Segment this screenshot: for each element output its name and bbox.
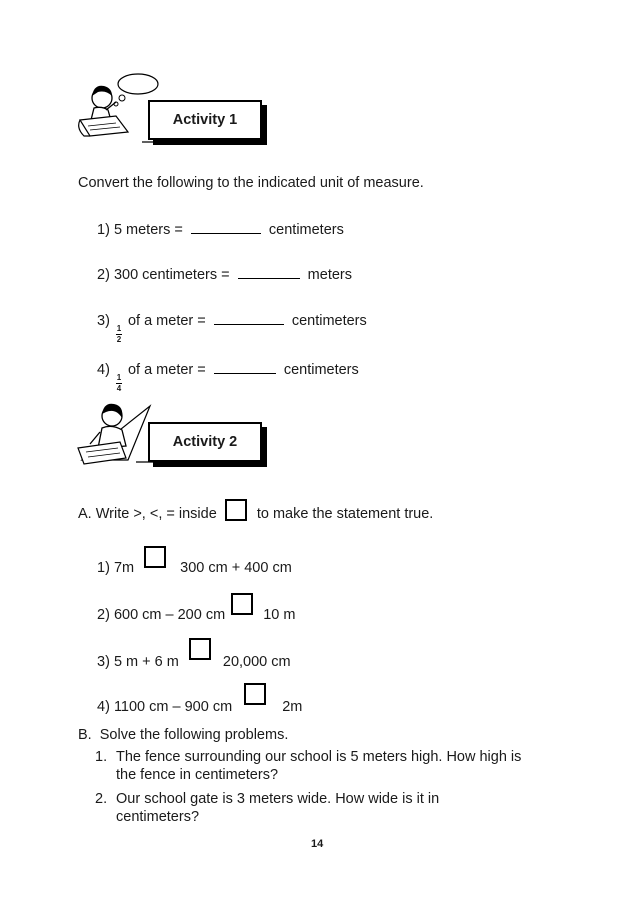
item-number: 2): [97, 267, 110, 283]
fraction-one-half: [116, 325, 122, 344]
fraction-denominator: 2: [116, 335, 122, 344]
item-text-after: centimeters: [291, 313, 367, 329]
item-text-before: of a meter =: [127, 313, 210, 329]
problem-number: 2.: [95, 791, 108, 807]
item-right: 2m: [282, 699, 303, 715]
activity1-instruction: Convert the following to the indicated unit of measure.: [78, 175, 424, 191]
activity1-item-1: [97, 221, 344, 239]
activity1-item-2: [97, 266, 352, 284]
item-text-before: 300 centimeters =: [113, 267, 234, 283]
problem-line-2: centimeters?: [116, 809, 200, 825]
fraction-numerator: 1: [116, 373, 122, 382]
activity2-partA-item-1: [97, 546, 292, 577]
activity2-partA-item-2: [97, 593, 295, 624]
activity2-header: [76, 396, 266, 476]
item-number: 4): [97, 362, 110, 378]
activity2-partB-instruction: B. Solve the following problems.: [78, 727, 289, 743]
fraction-one-quarter: [116, 374, 122, 393]
item-right: 20,000 cm: [222, 654, 291, 670]
answer-blank[interactable]: [214, 361, 276, 374]
item-left: 600 cm – 200 cm: [113, 607, 226, 623]
item-number: 2): [97, 607, 110, 623]
answer-blank[interactable]: [191, 221, 261, 234]
activity2-partA-instruction: [78, 499, 433, 523]
item-left: 5 m + 6 m: [113, 654, 179, 670]
activity2-title: Activity 2: [172, 434, 238, 450]
instruction-before: A. Write >, <, = inside: [78, 506, 217, 522]
answer-blank[interactable]: [214, 312, 284, 325]
item-text-after: centimeters: [283, 362, 359, 378]
item-left: 1100 cm – 900 cm: [113, 699, 233, 715]
problem-number: 1.: [95, 749, 108, 765]
item-text-before: of a meter =: [127, 362, 210, 378]
instruction-after: to make the statement true.: [256, 506, 434, 522]
item-left: 7m: [113, 560, 135, 576]
fraction-denominator: 4: [116, 384, 122, 393]
activity1-title: Activity 1: [172, 112, 238, 128]
item-right: 10 m: [263, 607, 296, 623]
activity2-partA-item-3: [97, 638, 291, 671]
problem-line-2: the fence in centimeters?: [116, 767, 279, 783]
page-number: 14: [311, 838, 324, 850]
fraction-numerator: 1: [116, 324, 122, 333]
item-right: 300 cm + 400 cm: [180, 560, 292, 576]
comparison-answer-box[interactable]: [244, 683, 266, 705]
activity1-header: [76, 70, 266, 150]
activity1-item-4: [97, 361, 359, 393]
comparison-answer-box[interactable]: [189, 638, 211, 660]
item-number: 3): [97, 313, 110, 329]
item-number: 1): [97, 222, 110, 238]
item-number: 3): [97, 654, 110, 670]
activity1-item-3: [97, 312, 367, 344]
item-number: 1): [97, 560, 110, 576]
comparison-answer-box[interactable]: [231, 593, 253, 615]
item-text-before: 5 meters =: [113, 222, 187, 238]
activity2-partA-item-4: [97, 683, 302, 716]
problem-line-1: The fence surrounding our school is 5 meters high. How high is: [116, 749, 522, 765]
item-text-after: meters: [307, 267, 352, 283]
item-number: 4): [97, 699, 110, 715]
comparison-answer-box[interactable]: [144, 546, 166, 568]
answer-box-icon: [225, 499, 247, 521]
problem-line-1: Our school gate is 3 meters wide. How wide is it in: [116, 791, 440, 807]
activity2-title-box: [148, 422, 262, 462]
answer-blank[interactable]: [238, 266, 300, 279]
activity1-title-box: [148, 100, 262, 140]
item-text-after: centimeters: [268, 222, 344, 238]
